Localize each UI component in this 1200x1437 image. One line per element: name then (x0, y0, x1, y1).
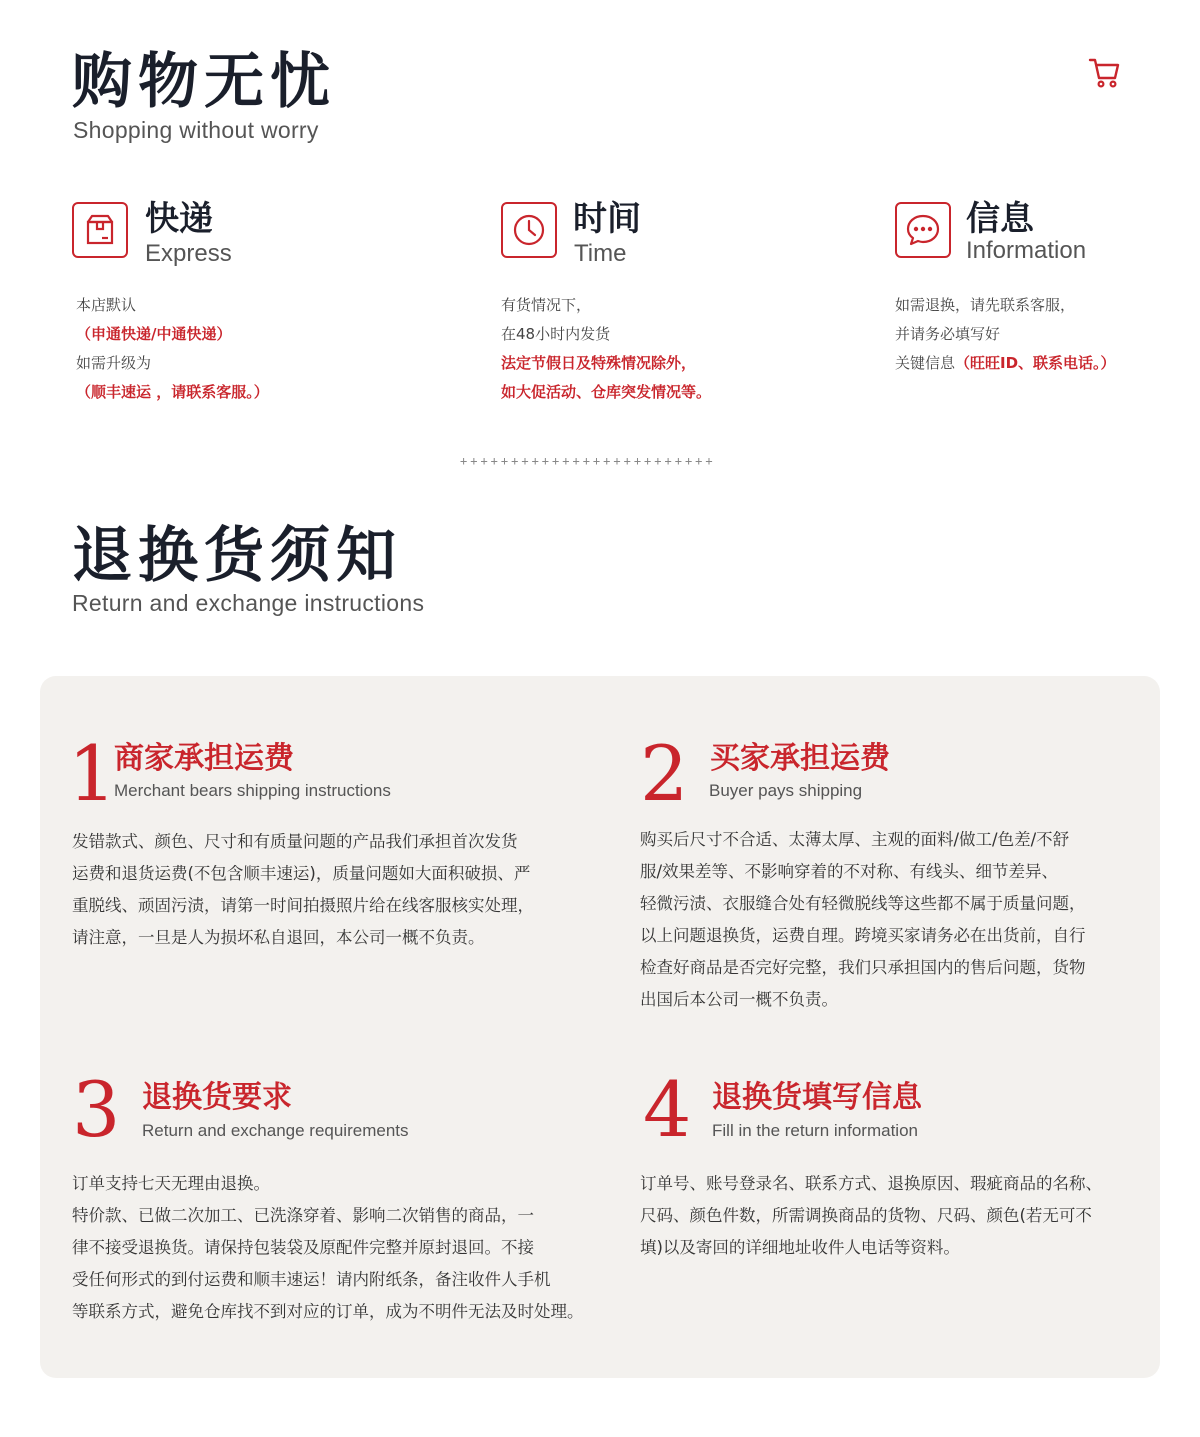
returns-subtitle: Return and exchange instructions (72, 590, 425, 616)
clock-icon (501, 202, 557, 258)
feature-information-line: 关键信息（旺旺ID、联系电话。） (895, 354, 1116, 372)
section-title: 商家承担运费 (114, 741, 294, 776)
feature-express-line: 如需升级为 (76, 354, 152, 372)
section-text: 订单号、账号登录名、联系方式、退换原因、瑕疵商品的名称、 尺码、颜色件数，所需调换商品的货物、尺码、颜色(若无可不 填)以及寄回的详细地址收件人电话等资料。 (640, 1174, 1102, 1257)
feature-time-line: 法定节假日及特殊情况除外， (501, 354, 697, 372)
feature-information-subtitle: Information (966, 237, 1087, 264)
dotted-divider: +++++++++++++++++++++++++ (460, 454, 716, 468)
feature-time-subtitle: Time (574, 240, 627, 267)
section-text: 购买后尺寸不合适、太薄太厚、主观的面料/做工/色差/不舒 服/效果差等、不影响穿着的不对称、有线头、细节差异、 轻微污渍、衣服缝合处有轻微脱线等这些都不属于质量问题， 以上问题退换货，运费自理。跨境买家请务必在出货前，自行 检查好商品是否完好完整，我们只承担国内的售后问题，货物 出国后本公司一概不负责。 (640, 830, 1086, 1009)
feature-information-text (895, 291, 1185, 378)
section-subtitle: Fill in the return information (712, 1121, 918, 1140)
feature-time-line: 有货情况下， (501, 296, 592, 314)
returns-title: 退换货须知 (72, 521, 402, 591)
feature-express-text (76, 291, 456, 407)
section-number: 4 (643, 1065, 692, 1154)
feature-time-title: 时间 (573, 199, 641, 239)
feature-express-line: （顺丰速运 ，请联系客服。） (76, 383, 269, 401)
section-number: 2 (640, 729, 689, 818)
page-title: 购物无忧 (72, 47, 336, 117)
section-subtitle: Merchant bears shipping instructions (114, 781, 391, 800)
feature-information-line: 并请务必填写好 (895, 325, 1001, 343)
section-title: 买家承担运费 (710, 741, 890, 776)
section-number: 1 (68, 729, 117, 818)
section-subtitle: Return and exchange requirements (142, 1121, 409, 1140)
feature-time-text (501, 291, 881, 407)
section-text: 订单支持七天无理由退换。 特价款、已做二次加工、已洗涤穿着、影响二次销售的商品，一 律不接受退换货。请保持包装袋及原配件完整并原封退回。不接 受任何形式的到付运费和顺丰速运！请内附纸条，备注收件人手机 等联系方式，避免仓库找不到对应的订单，成为不明件无法及时处理。 (72, 1174, 584, 1321)
section-text: 发错款式、颜色、尺寸和有质量问题的产品我们承担首次发货 运费和退货运费(不包含顺丰速运)，质量问题如大面积破损、严 重脱线、顽固污渍，请第一时间拍摄照片给在线客服核实处理， 请注意，一旦是人为损坏私自退回，本公司一概不负责。 (72, 832, 534, 947)
section-title: 退换货要求 (142, 1080, 292, 1115)
feature-express-subtitle: Express (145, 240, 232, 267)
feature-express-line: （申通快递/中通快递） (76, 325, 232, 343)
feature-information-title: 信息 (966, 199, 1034, 239)
feature-time-line: 在48小时内发货 (501, 325, 611, 343)
cart-icon[interactable] (1088, 56, 1122, 90)
feature-express-title: 快递 (145, 199, 213, 239)
box-icon (72, 202, 128, 258)
chat-icon (895, 202, 951, 258)
section-title: 退换货填写信息 (712, 1080, 922, 1115)
key-info-highlight: （旺旺ID、联系电话。） (955, 354, 1116, 372)
feature-express-line: 本店默认 (76, 296, 137, 314)
section-number: 3 (72, 1065, 121, 1154)
feature-time-line: 如大促活动、仓库突发情况等。 (501, 383, 712, 401)
page-subtitle: Shopping without worry (73, 117, 319, 143)
section-subtitle: Buyer pays shipping (709, 781, 863, 800)
feature-information-line: 如需退换，请先联系客服， (895, 296, 1076, 314)
